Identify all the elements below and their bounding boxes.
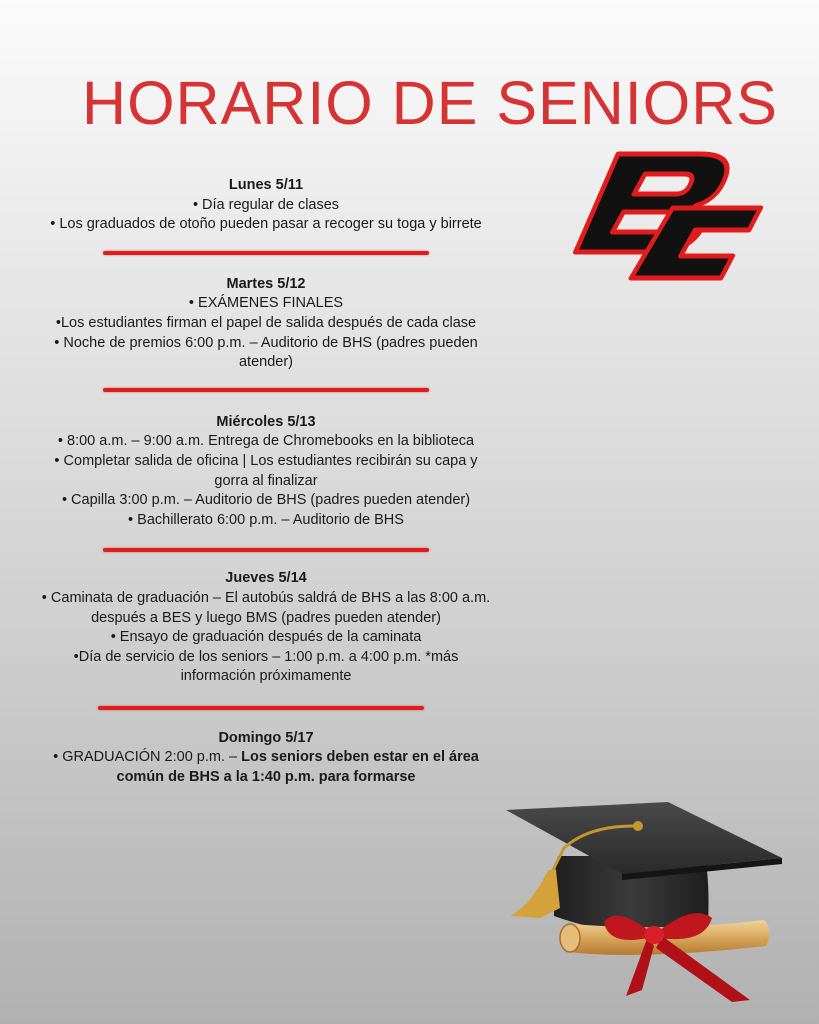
bc-logo-icon — [552, 138, 792, 298]
day-heading: Lunes 5/11 — [228, 177, 304, 193]
list-item: • Los graduados de otoño pueden pasar a recoger su toga y birrete — [50, 216, 482, 233]
day-section-tuesday — [40, 275, 492, 392]
item-emphasis: Los seniors deben estar en el área común de BHS a la 1:40 p.m. para formarse — [116, 749, 479, 786]
divider — [98, 706, 424, 710]
list-item: • Capilla 3:00 p.m. – Auditorio de BHS (padres pueden atender) — [61, 492, 471, 509]
item-prefix: • GRADUACIÓN 2:00 p.m. – — [53, 749, 242, 766]
list-item: • EXÁMENES FINALES — [188, 295, 344, 312]
schedule — [40, 176, 492, 788]
graduation-cap-icon — [498, 796, 788, 1008]
list-item: • Día regular de clases — [192, 196, 340, 213]
list-item: •Día de servicio de los seniors – 1:00 p.m. a 4:00 p.m. *más información próximamente — [73, 648, 459, 685]
day-section-thursday — [40, 569, 492, 710]
day-heading: Martes 5/12 — [226, 275, 306, 292]
page-title: HORARIO DE SENIORS — [82, 69, 778, 137]
day-heading: Jueves 5/14 — [225, 570, 307, 587]
day-section-wednesday — [40, 413, 492, 553]
day-section-sunday — [40, 729, 492, 788]
list-item: • Caminata de graduación – El autobús saldrá de BHS a las 8:00 a.m. después a BES y luego BMS (padres pueden atender) — [41, 589, 491, 626]
list-item: • Ensayo de graduación después de la caminata — [110, 629, 422, 646]
list-item — [40, 748, 492, 787]
day-heading: Miércoles 5/13 — [216, 413, 316, 430]
divider — [103, 548, 429, 552]
list-item: • 8:00 a.m. – 9:00 a.m. Entrega de Chromebooks en la biblioteca — [57, 433, 475, 450]
divider — [103, 251, 429, 255]
list-item: • Noche de premios 6:00 p.m. – Auditorio de BHS (padres pueden atender) — [54, 334, 478, 371]
list-item: • Bachillerato 6:00 p.m. – Auditorio de BHS — [128, 511, 404, 528]
divider — [103, 388, 429, 392]
day-heading: Domingo 5/17 — [218, 729, 314, 746]
day-section-monday — [40, 176, 492, 255]
list-item: • Completar salida de oficina | Los estudiantes recibirán su capa y gorra al finalizar — [54, 452, 478, 489]
list-item: •Los estudiantes firman el papel de salida después de cada clase — [55, 314, 477, 331]
